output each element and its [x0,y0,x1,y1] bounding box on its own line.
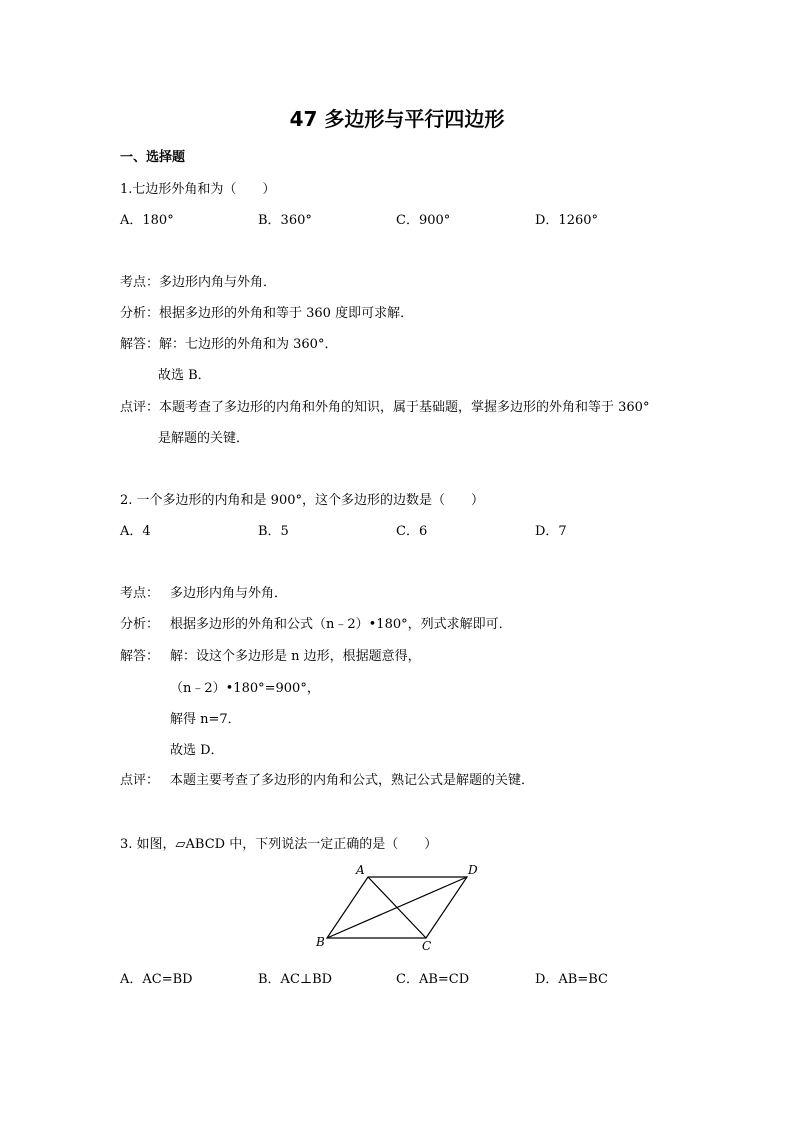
q2-fenxi-label: 分析： [120,617,160,632]
q1-option-b: B．360° [258,213,312,228]
q1-dianping-cont: 是解题的关键． [158,431,250,446]
q2-option-d: D．7 [535,524,567,539]
vertex-label-a: A [356,863,365,877]
q2-option-a: A．4 [120,524,151,539]
section-heading: 一、选择题 [120,150,186,165]
q2-option-c: C．6 [396,524,428,539]
q3-option-a: A．AC=BD [120,972,193,987]
q2-kaodian-label: 考点： [120,586,160,601]
q2-jieda: 解：设这个多边形是 n 边形，根据题意得， [170,649,421,664]
vertex-label-c: C [422,939,432,953]
q2-fenxi: 根据多边形的外角和公式（n﹣2）•180°，列式求解即可． [170,617,512,632]
parallelogram-figure [310,860,490,955]
q2-jieda-label: 解答： [120,649,160,664]
q2-equation: （n﹣2）•180°=900°， [170,681,320,696]
q1-option-a: A．180° [120,213,174,228]
q2-option-b: B．5 [258,524,289,539]
q2-dianping: 本题主要考查了多边形的内角和公式，熟记公式是解题的关键． [170,773,535,788]
q2-stem: 2. 一个多边形的内角和是 900°，这个多边形的边数是（ ） [120,493,484,508]
q1-fenxi: 分析：根据多边形的外角和等于 360 度即可求解． [120,306,414,321]
q2-solution: 解得 n=7． [170,712,241,727]
page-title: 47 多边形与平行四边形 [289,107,505,131]
q1-stem: 1.七边形外角和为（ ） [120,182,276,197]
q3-option-c: C．AB=CD [396,972,470,987]
vertex-label-b: B [316,935,325,949]
q1-option-d: D．1260° [535,213,599,228]
q1-dianping: 点评：本题考查了多边形的内角和外角的知识，属于基础题，掌握多边形的外角和等于 360° [120,400,650,415]
q1-answer: 故选 B． [158,368,211,383]
vertex-label-d: D [468,863,478,877]
q3-option-d: D．AB=BC [535,972,608,987]
q3-option-b: B．AC⊥BD [258,972,333,987]
q3-stem: 3. 如图，▱ABCD 中，下列说法一定正确的是（ ） [120,837,438,852]
q2-kaodian: 多边形内角与外角． [170,586,288,601]
q1-jieda: 解答：解：七边形的外角和为 360°． [120,337,338,352]
q2-dianping-label: 点评： [120,773,160,788]
q1-option-c: C．900° [396,213,451,228]
q1-kaodian: 考点：多边形内角与外角． [120,275,277,290]
q2-answer: 故选 D． [170,743,224,758]
